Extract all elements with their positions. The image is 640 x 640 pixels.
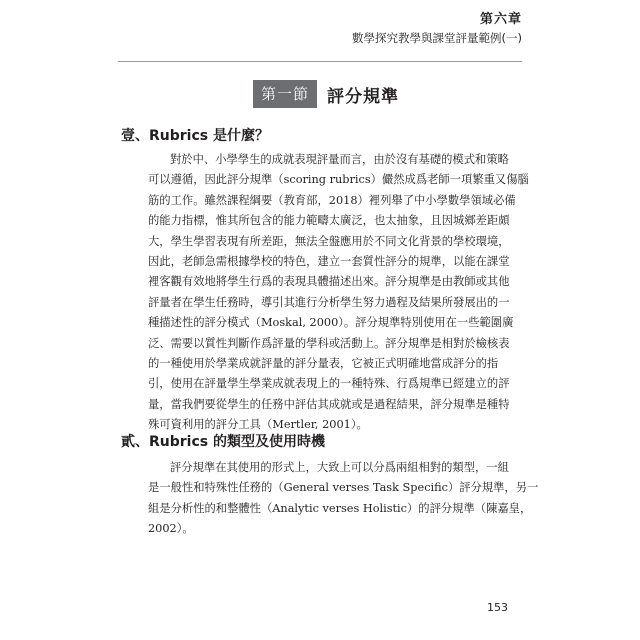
text-line: 引，使用在評量學生學業成就表現上的一種特殊、行爲規準已經建立的評 bbox=[148, 377, 510, 391]
paragraph-2 bbox=[148, 458, 539, 540]
header-divider bbox=[118, 61, 522, 62]
text-line: 大，學生學習表現有所差距，無法全盤應用於不同文化背景的學校環境， bbox=[148, 234, 510, 248]
section-title: 評分規準 bbox=[327, 86, 400, 107]
text-line: 可以遵循，因此評分規準（scoring rubrics）儼然成爲老師一項繁重又傷腦 bbox=[148, 173, 529, 187]
text-line: 的能力指標，惟其所包含的能力範疇太廣泛，也太抽象，且因城鄉差距頗 bbox=[148, 214, 510, 228]
text-line: 筋的工作。雖然課程綱要（教育部，2018）裡列舉了中小學數學領域必備 bbox=[148, 193, 516, 207]
text-line: 是一般性和特殊性任務的（General verses Task Specific）評分規準，另一 bbox=[148, 481, 539, 495]
chapter-subtitle: 數學探究教學與課堂評量範例(一) bbox=[352, 31, 522, 45]
text-line: 對於中、小學學生的成就表現評量而言，由於沒有基礎的模式和策略 bbox=[170, 153, 509, 166]
text-line: 裡客觀有效地將學生行爲的表現具體描述出來。評分規準是由教師或其他 bbox=[148, 275, 510, 289]
text-line: 殊可資利用的評分工具（Mertler, 2001）。 bbox=[148, 418, 368, 432]
page-number: 153 bbox=[487, 601, 508, 614]
text-line: 量，當我們要從學生的任務中評估其成就或是過程結果，評分規準是種特 bbox=[148, 397, 510, 411]
chapter-label: 第六章 bbox=[479, 12, 522, 27]
text-line: 組是分析性的和整體性（Analytic verses Holistic）的評分規準（陳嘉皇， bbox=[148, 501, 532, 515]
text-line: 評量者在學生任務時，導引其進行分析學生努力過程及結果所發展出的一 bbox=[148, 295, 510, 309]
paragraph-1 bbox=[148, 150, 529, 436]
section-heading bbox=[253, 79, 399, 109]
text-line: 的一種使用於學業成就評量的評分量表，它被正式明確地當成評分的指 bbox=[148, 357, 499, 371]
text-line: 泛、需要以質性判斷作爲評量的學科或活動上。評分規準是相對於檢核表 bbox=[148, 336, 510, 350]
text-line: 評分規準在其使用的形式上，大致上可以分爲兩組相對的類型，一組 bbox=[170, 461, 509, 474]
text-line: 2002）。 bbox=[148, 522, 194, 536]
text-line: 種描述性的評分模式（Moskal, 2000）。評分規準特別使用在一些範圍廣 bbox=[148, 316, 514, 330]
section-label: 第一節 bbox=[253, 80, 317, 108]
heading-rubrics-types: 貳、Rubrics 的類型及使用時機 bbox=[121, 434, 325, 450]
text-line: 因此，老師急需根據學校的特色，建立一套質性評分的規準，以能在課堂 bbox=[148, 255, 510, 269]
heading-what-is-rubrics: 壹、Rubrics 是什麼？ bbox=[121, 128, 269, 144]
running-head bbox=[352, 11, 522, 47]
